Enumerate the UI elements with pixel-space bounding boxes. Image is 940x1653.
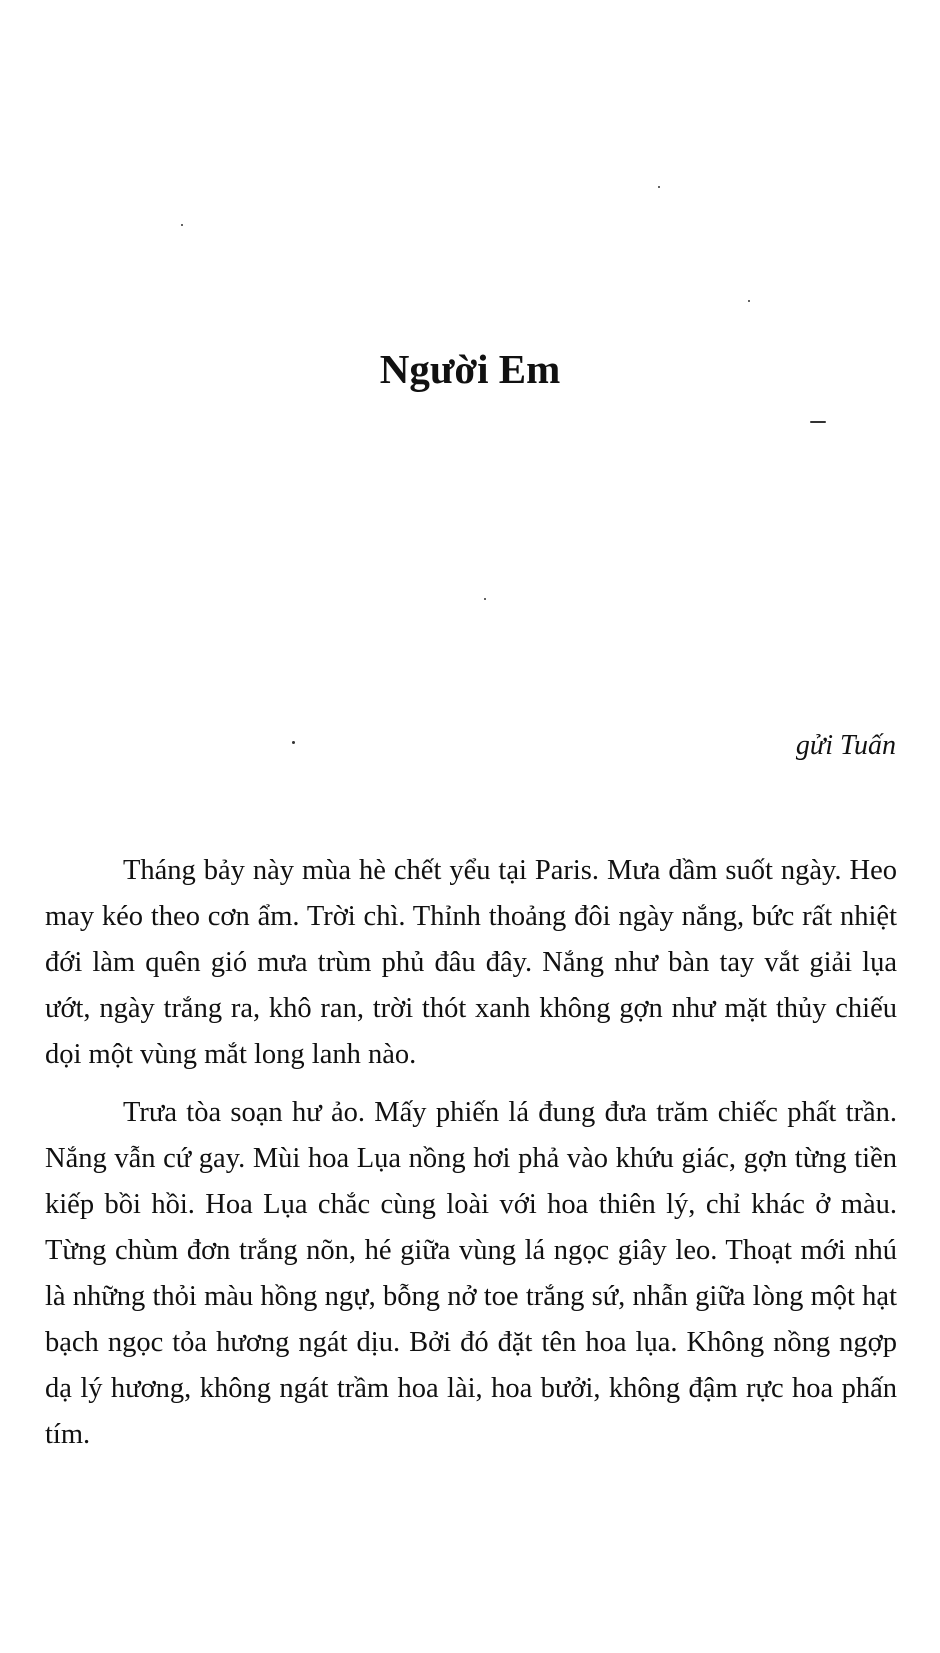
paragraph-2: Trưa tòa soạn hư ảo. Mấy phiến lá đung đưa trăm chiếc phất trần. Nắng vẫn cứ gay. Mùi hoa Lụa nồng hơi phả vào khứu giác, gợn từng tiền kiếp bồi hồi. Hoa Lụa chắc cùng loài với hoa thiên lý, chỉ khác ở màu. Từng chùm đơn trắng nõn, hé giữa vùng lá ngọc giây leo. Thoạt mới nhú là những thỏi màu hồng ngự, bỗng nở toe trắng sứ, nhẫn giữa lòng một hạt bạch ngọc tỏa hương ngát dịu. Bởi đó đặt tên hoa lụa. Không nồng ngợp dạ lý hương, không ngát trầm hoa lài, hoa bưởi, không đậm rực hoa phấn tím. bbox=[45, 1097, 897, 1450]
paragraph-1: Tháng bảy này mùa hè chết yểu tại Paris. Mưa dầm suốt ngày. Heo may kéo theo cơn ẩm. Trời chì. Thỉnh thoảng đôi ngày nắng, bức rất nhiệt đới làm quên gió mưa trùm phủ đâu đây. Nắng như bàn tay vắt giải lụa ướt, ngày trắng ra, khô ran, trời thót xanh không gợn như mặt thủy chiếu dọi một vùng mắt long lanh nào. bbox=[45, 855, 897, 1070]
scan-speck bbox=[484, 598, 486, 600]
body-text bbox=[45, 848, 897, 1458]
dedication: gửi Tuấn bbox=[795, 730, 896, 761]
scan-speck bbox=[292, 741, 295, 744]
scan-speck bbox=[658, 186, 660, 188]
page-title: Người Em bbox=[379, 346, 561, 392]
scan-speck bbox=[181, 224, 183, 226]
scan-speck bbox=[748, 300, 750, 302]
scan-speck bbox=[810, 421, 826, 423]
